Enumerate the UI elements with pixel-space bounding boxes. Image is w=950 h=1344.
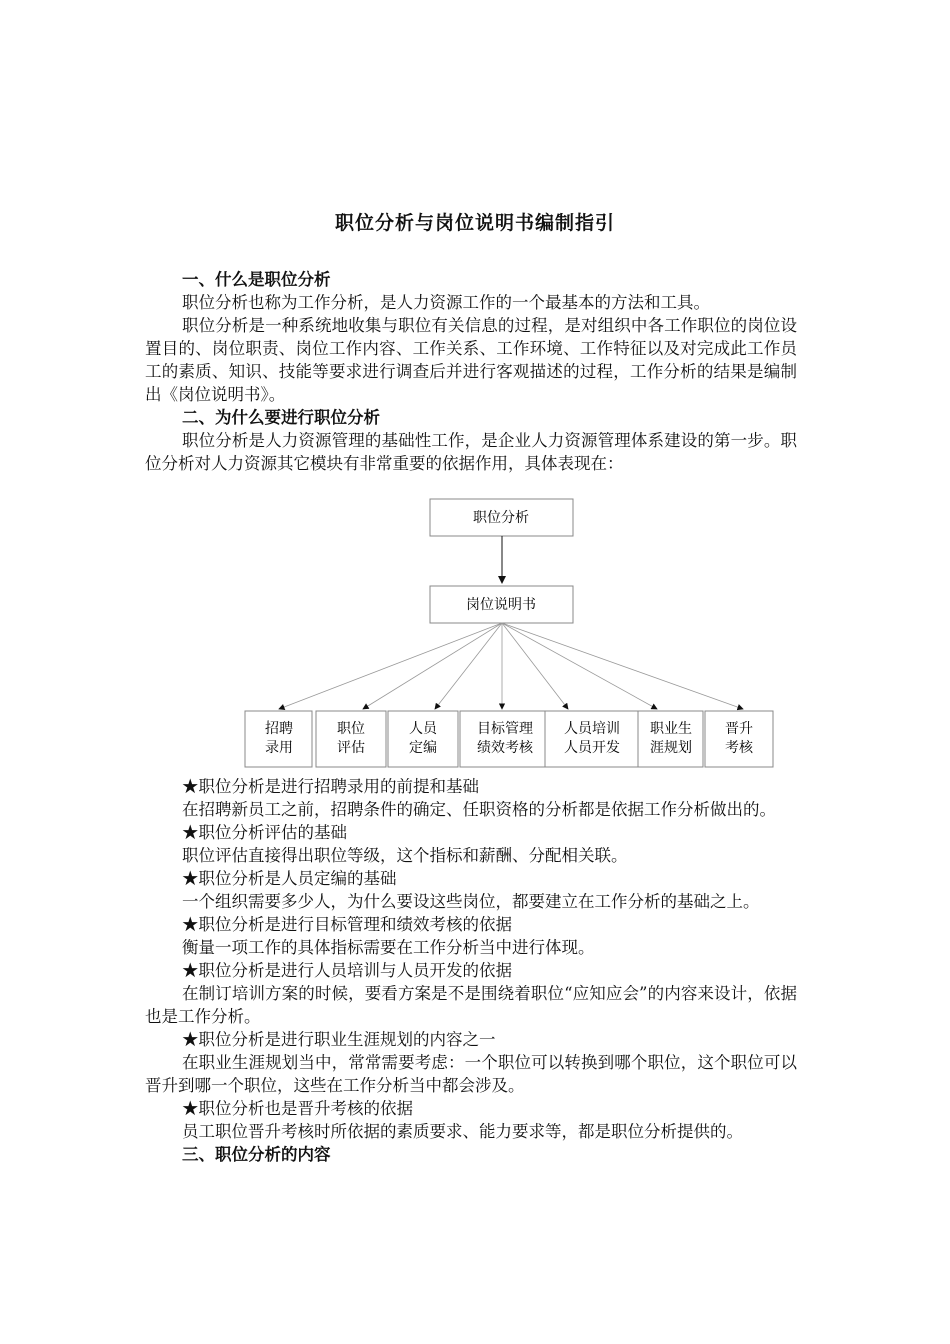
- leaf-label: 人员: [409, 721, 437, 737]
- point-text: 衡量一项工作的具体指标需要在工作分析当中进行体现。: [182, 938, 595, 957]
- leaf-label: 职位: [337, 721, 365, 737]
- point-star: ★职位分析是进行人员培训与人员开发的依据: [182, 961, 512, 980]
- leaf-label: 目标管理: [477, 721, 533, 737]
- leaf-label: 人员开发: [564, 740, 620, 756]
- leaf-box: [316, 711, 386, 767]
- leaf-label: 人员培训: [564, 721, 620, 737]
- point-star: ★职位分析是进行职业生涯规划的内容之一: [182, 1030, 496, 1049]
- leaf-label: 晋升: [725, 721, 753, 737]
- point-text: 一个组织需要多少人，为什么要设这些岗位，都要建立在工作分析的基础之上。: [182, 892, 760, 911]
- point-text: 员工职位晋升考核时所依据的素质要求、能力要求等，都是职位分析提供的。: [182, 1122, 743, 1141]
- section-heading-3: 三、职位分析的内容: [182, 1145, 331, 1164]
- point-star: ★职位分析评估的基础: [182, 823, 347, 842]
- middle-label: 岗位说明书: [466, 597, 536, 613]
- paragraph: 职位分析是人力资源管理的基础性工作，是企业人力资源管理体系建设的第一步。职位分析对人力资源其它模块有非常重要的依据作用，具体表现在：: [145, 431, 797, 473]
- fan-lines: [279, 623, 743, 709]
- document-body: [145, 268, 797, 1166]
- leaf-label: 评估: [337, 740, 365, 756]
- point-text: 在制订培训方案的时候，要看方案是不是围绕着职位“应知应会”的内容来设计，依据也是工作分析。: [145, 984, 797, 1026]
- job-analysis-diagram: [145, 475, 797, 775]
- leaf-box: [705, 711, 773, 767]
- leaf-box: [638, 711, 703, 767]
- point-text: 职位评估直接得出职位等级，这个指标和薪酬、分配相关联。: [182, 846, 628, 865]
- paragraph: 职位分析是一种系统地收集与职位有关信息的过程，是对组织中各工作职位的岗位设置目的、岗位职责、岗位工作内容、工作关系、工作环境、工作特征以及对完成此工作员工的素质、知识、技能等要求进行调查后并进行客观描述的过程，工作分析的结果是编制出《岗位说明书》。: [145, 316, 797, 404]
- section-heading-2: 二、为什么要进行职位分析: [182, 408, 380, 427]
- leaf-label: 录用: [265, 740, 293, 756]
- leaf-label: 考核: [725, 740, 753, 756]
- section-heading-1: 一、什么是职位分析: [182, 270, 331, 289]
- leaf-label: 绩效考核: [477, 740, 533, 756]
- leaf-label: 招聘: [265, 721, 293, 737]
- point-star: ★职位分析是进行目标管理和绩效考核的依据: [182, 915, 512, 934]
- leaf-label: 定编: [409, 740, 437, 756]
- point-star: ★职位分析也是晋升考核的依据: [182, 1099, 413, 1118]
- root-label: 职位分析: [473, 510, 529, 526]
- point-star: ★职位分析是人员定编的基础: [182, 869, 397, 888]
- leaf-box: [545, 711, 638, 767]
- leaf-label: 职业生: [650, 721, 692, 737]
- leaf-box: [460, 711, 545, 767]
- points-list: [145, 775, 797, 1166]
- leaf-label: 涯规划: [650, 740, 692, 756]
- point-star: ★职位分析是进行招聘录用的前提和基础: [182, 777, 479, 796]
- paragraph: 职位分析也称为工作分析，是人力资源工作的一个最基本的方法和工具。: [182, 293, 710, 312]
- point-text: 在招聘新员工之前，招聘条件的确定、任职资格的分析都是依据工作分析做出的。: [182, 800, 776, 819]
- diagram-svg: [145, 475, 797, 775]
- leaf-box: [245, 711, 312, 767]
- document-title: 职位分析与岗位说明书编制指引: [334, 212, 615, 234]
- point-text: 在职业生涯规划当中，常常需要考虑：一个职位可以转换到哪个职位，这个职位可以晋升到哪一个职位，这些在工作分析当中都会涉及。: [145, 1053, 797, 1095]
- leaf-box: [388, 711, 458, 767]
